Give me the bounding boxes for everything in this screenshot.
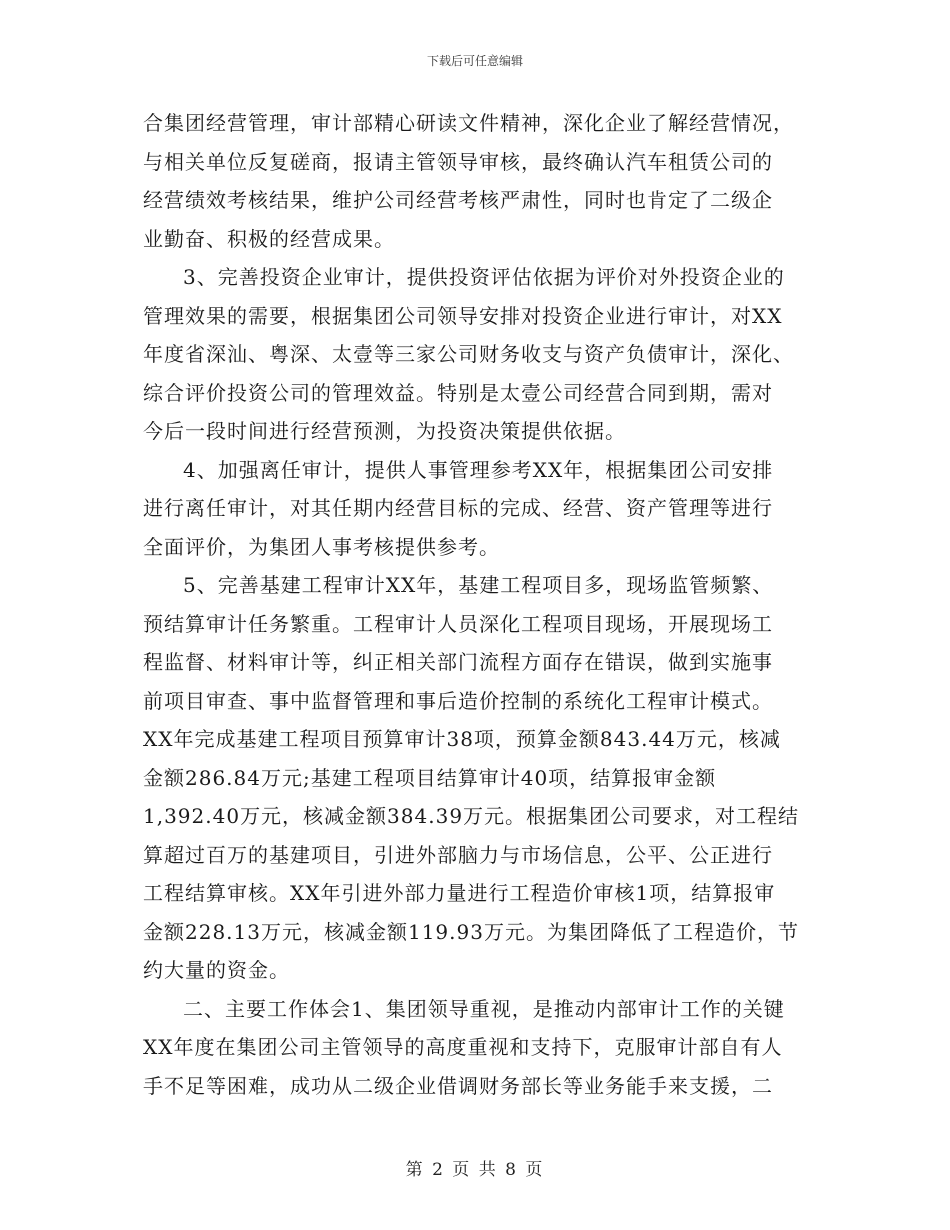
text-line: 进行离任审计，对其任期内经营目标的完成、经营、资产管理等进行	[143, 496, 773, 520]
text-line: 年度省深汕、粤深、太壹等三家公司财务收支与资产负债审计，深化、	[143, 342, 794, 366]
text-line: 预结算审计任务繁重。工程审计人员深化工程项目现场，开展现场工	[143, 611, 773, 636]
text-line: 算超过百万的基建项目，引进外部脑力与市场信息，公平、公正进行	[143, 842, 773, 867]
page-number: 第 2 页 共 8 页	[405, 1160, 545, 1180]
text-line: 3、完善投资企业审计，提供投资评估依据为评价对外投资企业的	[183, 265, 785, 289]
text-line: 约大量的资金。	[143, 958, 290, 982]
page-footer	[0, 1155, 950, 1180]
text-line: 金额286.84万元;基建工程项目结算审计40项，结算报审金额	[143, 765, 717, 790]
text-line: 二、主要工作体会1、集团领导重视，是推动内部审计工作的关键	[183, 996, 785, 1021]
text-line: 程监督、材料审计等，纠正相关部门流程方面存在错误，做到实施事	[143, 650, 773, 674]
text-line: XX年度在集团公司主管领导的高度重视和支持下，克服审计部自有人	[143, 1035, 783, 1059]
text-line: 手不足等困难，成功从二级企业借调财务部长等业务能手来支援，二	[143, 1073, 773, 1098]
text-line: 1,392.40万元，核减金额384.39万元。根据集团公司要求，对工程结	[143, 804, 800, 828]
text-line: 今后一段时间进行经营预测，为投资决策提供依据。	[143, 419, 626, 443]
header-text: 下载后可任意编辑	[426, 54, 523, 68]
text-line: 4、加强离任审计，提供人事管理参考XX年，根据集团公司安排	[183, 457, 774, 482]
text-line: 管理效果的需要，根据集团公司领导安排对投资企业进行审计，对XX	[143, 303, 783, 328]
text-line: 经营绩效考核结果，维护公司经营考核严肃性，同时也肯定了二级企	[143, 188, 773, 212]
text-line: 前项目审查、事中监督管理和事后造价控制的系统化工程审计模式。	[143, 688, 773, 713]
text-line: 合集团经营管理，审计部精心研读文件精神，深化企业了解经营情况，	[143, 111, 794, 135]
document-body	[143, 104, 810, 1105]
text-line: XX年完成基建工程项目预算审计38项，预算金额843.44万元，核减	[143, 727, 781, 751]
text-line: 业勤奋、积极的经营成果。	[143, 226, 395, 251]
text-line: 综合评价投资公司的管理效益。特别是太壹公司经营合同到期，需对	[143, 380, 773, 405]
page-header	[0, 52, 950, 69]
text-line: 5、完善基建工程审计XX年，基建工程项目多，现场监管频繁、	[183, 573, 774, 597]
text-line: 全面评价，为集团人事考核提供参考。	[143, 534, 500, 559]
text-line: 工程结算审核。XX年引进外部力量进行工程造价审核1项，结算报审	[143, 881, 776, 905]
text-line: 与相关单位反复磋商，报请主管领导审核，最终确认汽车租赁公司的	[143, 149, 773, 174]
text-line: 金额228.13万元，核减金额119.93万元。为集团降低了工程造价，节	[143, 919, 799, 944]
